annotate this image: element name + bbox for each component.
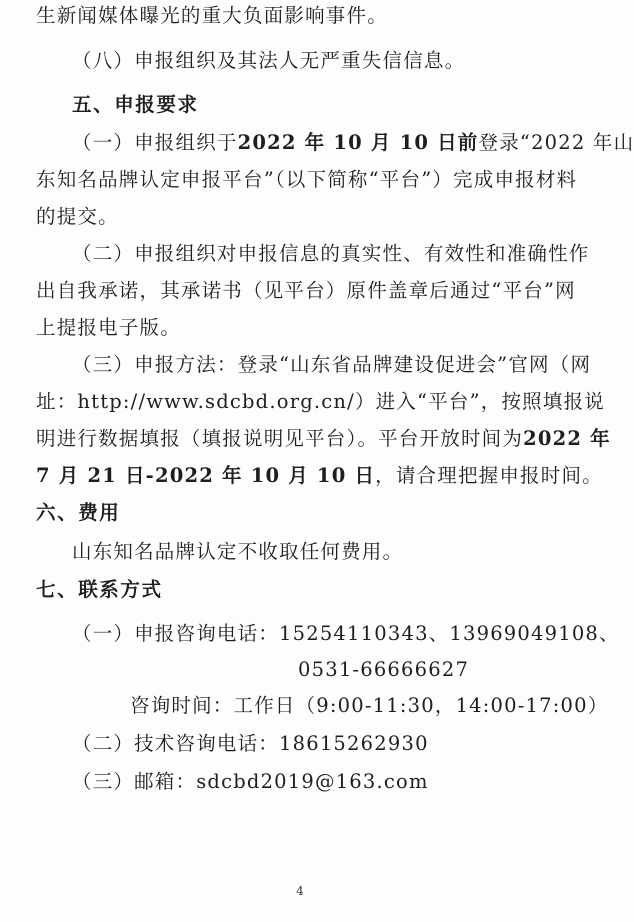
contact-phone-line: 0531-66666627 [298, 658, 470, 681]
section-heading-6: 六、费用 [36, 501, 121, 524]
paragraph-line: 出自我承诺，其承诺书（见平台）原件盖章后通过“平台”网 [36, 279, 576, 302]
text-span: 登录“2022 年山 [478, 131, 634, 154]
text-line: 生新闻媒体曝光的重大负面影响事件。 [36, 4, 388, 27]
page-number: 4 [296, 884, 304, 898]
text-line: （八）申报组织及其法人无严重失信信息。 [72, 49, 466, 72]
paragraph-line: 址：http://www.sdcbd.org.cn/）进入“平台”，按照填报说 [36, 390, 605, 413]
paragraph-line [36, 462, 603, 490]
open-period: 7 月 21 日-2022 年 10 月 10 日 [36, 464, 376, 487]
paragraph-line: 上提报电子版。 [36, 316, 181, 339]
paragraph-line [36, 425, 611, 453]
tech-phone-line: （二）技术咨询电话：18615262930 [72, 732, 429, 755]
section-heading-5: 五、申报要求 [72, 93, 199, 116]
section-heading-7: 七、联系方式 [36, 578, 163, 601]
deadline-date: 2022 年 10 月 10 日前 [237, 131, 479, 154]
contact-phone-line: （一）申报咨询电话：15254110343、13969049108、 [72, 622, 620, 645]
paragraph-line: （二）申报组织对申报信息的真实性、有效性和准确性作 [72, 242, 590, 265]
text-span: 明进行数据填报（填报说明见平台）。平台开放时间为 [36, 427, 524, 450]
text-span: ，请合理把握申报时间。 [375, 464, 603, 487]
paragraph-line: 的提交。 [36, 205, 119, 228]
text-span: （一）申报组织于 [72, 131, 238, 154]
paragraph-line: （三）申报方法：登录“山东省品牌建设促进会”官网（网 [72, 353, 592, 376]
paragraph-line: 东知名品牌认定申报平台”（以下简称“平台”）完成申报材料 [36, 168, 578, 191]
paragraph-line: 山东知名品牌认定不收取任何费用。 [72, 540, 404, 563]
email-line: （三）邮箱：sdcbd2019@163.com [72, 770, 429, 793]
open-date: 2022 年 [523, 427, 611, 450]
paragraph-line [72, 129, 634, 157]
consult-hours: 咨询时间：工作日（9:00-11:30，14:00-17:00） [130, 694, 609, 717]
